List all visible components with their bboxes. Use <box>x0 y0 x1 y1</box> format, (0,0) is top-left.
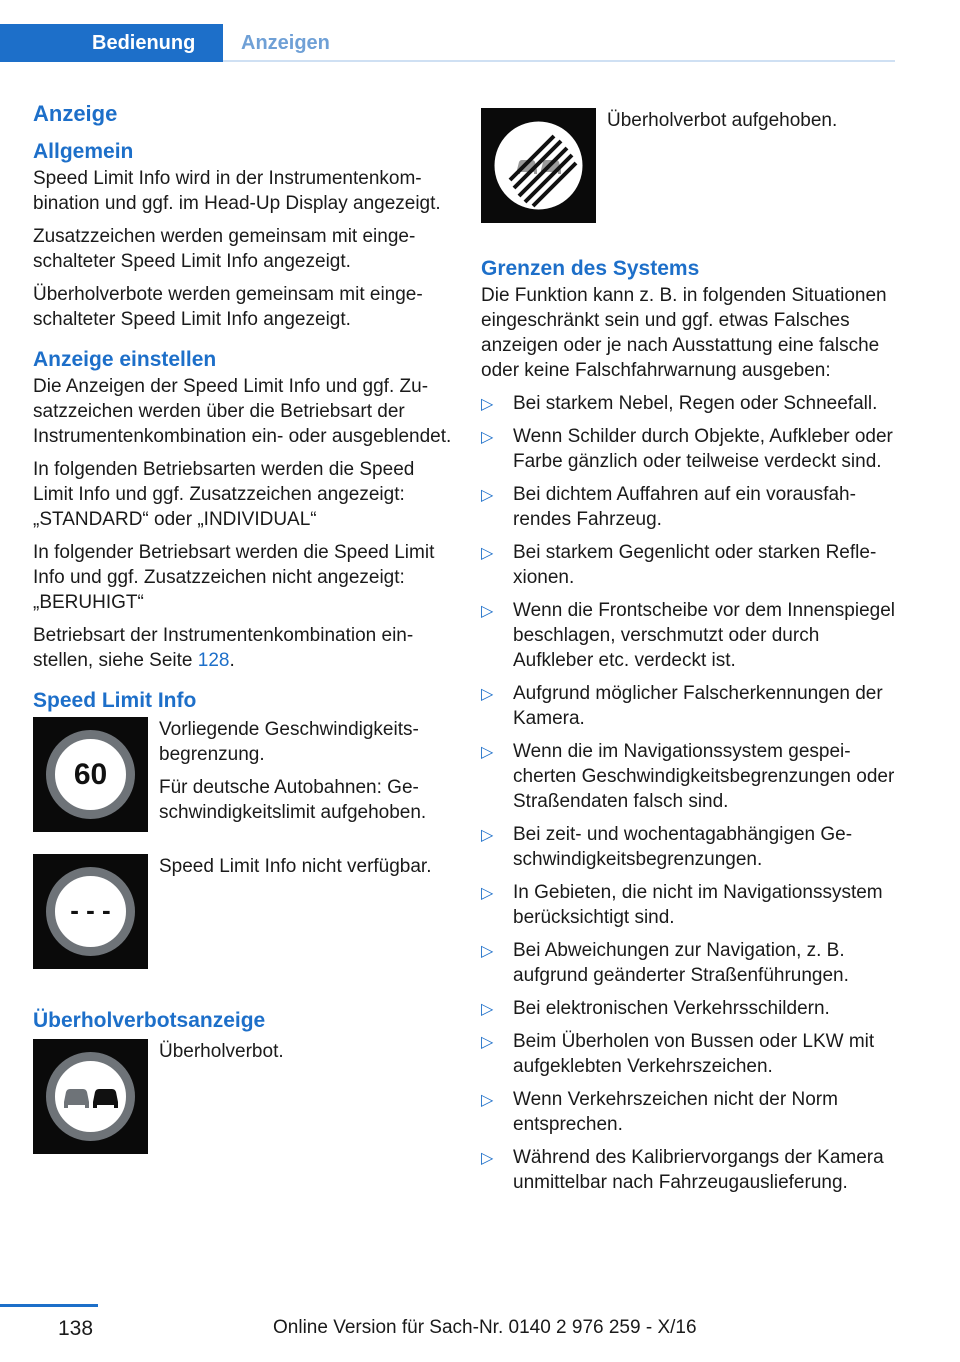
sign-row-unavailable <box>33 854 453 969</box>
paragraph: In folgenden Betriebsarten werden die Speed Limit Info und ggf. Zusatzzeichen angezeigt: „STANDARD“ oder „INDIVIDUAL“ <box>33 459 415 530</box>
heading-anzeige-einstellen: Anzeige einstellen <box>33 348 217 371</box>
heading-anzeige: Anzeige <box>33 101 118 126</box>
no-overtaking-sign-icon <box>33 1039 148 1154</box>
triangle-bullet-icon: ▷ <box>481 1092 494 1109</box>
triangle-bullet-icon: ▷ <box>481 744 494 761</box>
paragraph: Überholverbote werden gemeinsam mit eingeschalteter Speed Limit Info angezeigt. <box>33 284 423 330</box>
speed-unavailable-sign-icon <box>33 854 148 969</box>
heading-speed-limit-info: Speed Limit Info <box>33 689 197 712</box>
header-divider <box>223 60 895 62</box>
tab-anzeigen[interactable]: Anzeigen <box>241 32 330 54</box>
page-number: 138 <box>58 1317 94 1340</box>
sign-overtake-description: Überholverbot. <box>159 1041 284 1062</box>
sign-dash-description: Speed Limit Info nicht verfügbar. <box>159 856 432 877</box>
list-item: ▷ Während des Kalibriervorgangs der Kamera unmittelbar nach Fahrzeugauslieferung. <box>481 1147 884 1193</box>
triangle-bullet-icon: ▷ <box>481 1034 494 1051</box>
sign-60-label: 60 <box>73 758 108 791</box>
paragraph: Die Anzeigen der Speed Limit Info und ggf. Zusatzzeichen werden über die Betriebsart der Instrumentenkombination ein- oder ausgeblendet. <box>33 376 452 447</box>
triangle-bullet-icon: ▷ <box>481 1001 494 1018</box>
paragraph: Speed Limit Info wird in der Instrumentenkombination und ggf. im Head-Up Display angezeigt. <box>33 168 441 214</box>
list-item: ▷ Bei elektronischen Verkehrsschildern. <box>481 996 901 1021</box>
triangle-bullet-icon: ▷ <box>481 396 494 413</box>
sign-row-60 <box>33 717 453 833</box>
triangle-bullet-icon: ▷ <box>481 1150 494 1167</box>
sign-dash-label: - - - <box>70 895 111 925</box>
sign-row-overtake <box>33 1039 453 1154</box>
triangle-bullet-icon: ▷ <box>481 429 494 446</box>
page-link-128[interactable]: 128 <box>197 650 230 671</box>
heading-grenzen-des-systems: Grenzen des Systems <box>481 257 700 280</box>
header-tabs <box>0 24 895 62</box>
paragraph: Zusatzzeichen werden gemeinsam mit eingeschalteter Speed Limit Info angezeigt. <box>33 226 416 272</box>
sign-row-overtake-end <box>481 108 901 223</box>
triangle-bullet-icon: ▷ <box>481 603 494 620</box>
sign-overtake-end-description: Überholverbot aufgehoben. <box>607 110 838 131</box>
triangle-bullet-icon: ▷ <box>481 827 494 844</box>
list-item: ▷ Bei Abweichungen zur Navigation, z. B. aufgrund geänderter Straßenführungen. <box>481 940 849 986</box>
list-item: ▷ Wenn Verkehrszeichen nicht der Norm entsprechen. <box>481 1089 838 1135</box>
paragraph: In folgender Betriebsart werden die Speed Limit Info und ggf. Zusatzzeichen nicht angezeigt: „BERUHIGT“ <box>33 542 435 613</box>
list-item: ▷ In Gebieten, die nicht im Navigationssystem berücksichtigt sind. <box>481 882 883 928</box>
list-item: ▷ Wenn die Frontscheibe vor dem Innenspiegel beschlagen, verschmutzt oder durch Aufkleber etc. verdeckt ist. <box>481 600 895 671</box>
speed-60-sign-icon <box>33 717 148 832</box>
triangle-bullet-icon: ▷ <box>481 487 494 504</box>
left-column <box>33 100 453 1154</box>
triangle-bullet-icon: ▷ <box>481 545 494 562</box>
list-item: ▷ Beim Überholen von Bussen oder LKW mit aufgeklebten Verkehrszeichen. <box>481 1031 875 1077</box>
triangle-bullet-icon: ▷ <box>481 686 494 703</box>
limitations-list <box>481 391 901 1195</box>
paragraph: Betriebsart der Instrumentenkombination einstellen, siehe Seite 128. <box>33 625 414 671</box>
paragraph: Die Funktion kann z. B. in folgenden Situationen eingeschränkt sein und ggf. etwas Falsches anzeigen oder je nach Ausstattung eine falsche oder keine Falschfahrwarnung ausgeben: <box>481 285 887 381</box>
end-of-no-overtaking-sign-icon <box>481 108 596 223</box>
footer-accent-line <box>0 1304 98 1307</box>
list-item: ▷ Bei dichtem Auffahren auf ein vorausfahrendes Fahrzeug. <box>481 484 856 530</box>
heading-allgemein: Allgemein <box>33 140 134 163</box>
list-item: ▷ Wenn die im Navigationssystem gespeicherten Geschwindigkeitsbegrenzungen oder Straßendaten falsch sind. <box>481 741 895 812</box>
sign-60-description: Vorliegende Geschwindigkeitsbegrenzung. Für deutsche Autobahnen: Geschwindigkeitslimit aufgehoben. <box>159 719 427 823</box>
right-column <box>481 100 901 1203</box>
heading-ueberholverbotsanzeige: Überholverbotsanzeige <box>33 1009 266 1032</box>
triangle-bullet-icon: ▷ <box>481 885 494 902</box>
list-item: ▷ Bei zeit- und wochentagabhängigen Geschwindigkeitsbegrenzungen. <box>481 824 853 870</box>
list-item: ▷ Wenn Schilder durch Objekte, Aufkleber oder Farbe gänzlich oder teilweise verdeckt sind. <box>481 426 893 472</box>
list-item: ▷ Bei starkem Gegenlicht oder starken Reflexionen. <box>481 542 877 588</box>
footer-version-text: Online Version für Sach-Nr. 0140 2 976 259 - X/16 <box>273 1317 697 1338</box>
list-item: ▷ Bei starkem Nebel, Regen oder Schneefall. <box>481 391 901 416</box>
tab-bedienung[interactable]: Bedienung <box>0 24 223 62</box>
list-item: ▷ Aufgrund möglicher Falscherkennungen der Kamera. <box>481 683 883 729</box>
triangle-bullet-icon: ▷ <box>481 943 494 960</box>
